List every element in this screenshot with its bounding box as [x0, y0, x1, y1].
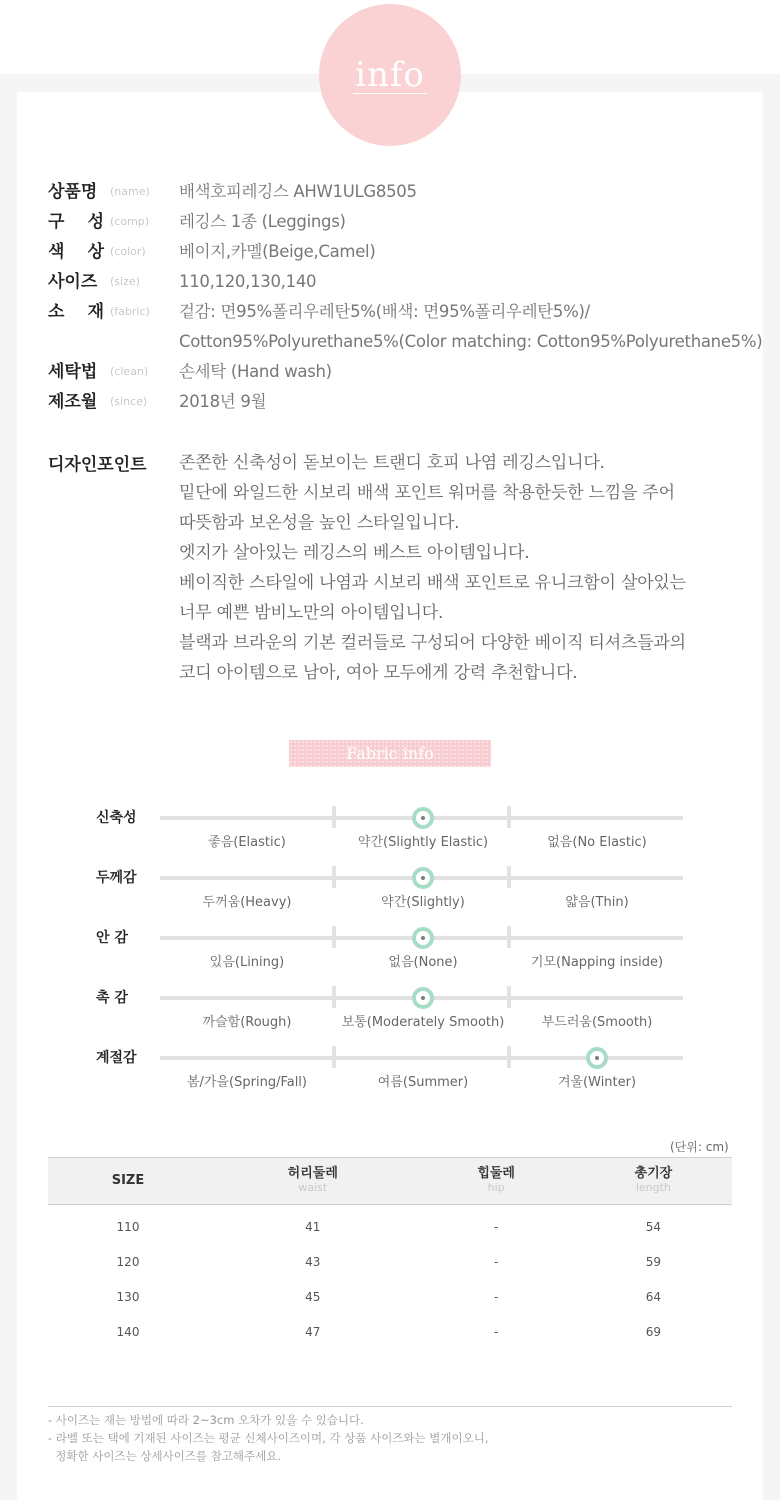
fabric-indicator [412, 867, 434, 889]
cell: 130 [116, 1289, 140, 1304]
header-ko: 허리둘레 [287, 1166, 338, 1181]
fabric-tick [332, 1046, 336, 1068]
fabric-option: 약간(Slightly) [381, 895, 465, 910]
info-label-en: (comp) [110, 215, 150, 228]
size-notes [48, 1411, 488, 1465]
info-label: 상품명 [48, 182, 98, 202]
design-line: 밑단에 와일드한 시보리 배색 포인트 워머를 착용한듯한 느낌을 주어 [179, 483, 675, 503]
table-row [48, 1205, 732, 1245]
design-line: 따뜻함과 보온성을 높인 스타일입니다. [179, 513, 460, 533]
info-value: 배색호피레깅스 AHW1ULG8505 [179, 182, 417, 201]
header-waist [208, 1158, 418, 1205]
fabric-row-lining [0, 930, 780, 976]
info-label-en: (color) [110, 245, 146, 258]
info-label-en: (size) [110, 275, 140, 288]
fabric-label: 신축성 [96, 810, 137, 826]
info-label [48, 297, 104, 327]
fabric-label: 계절감 [96, 1050, 137, 1066]
header-length [575, 1158, 732, 1205]
fabric-option: 보통(Moderately Smooth) [341, 1015, 505, 1030]
table-row [48, 1314, 732, 1349]
info-label-en: (fabric) [110, 305, 150, 318]
fabric-tick [507, 866, 511, 888]
info-badge-label: info [355, 55, 425, 95]
fabric-tick [507, 806, 511, 828]
info-value: 레깅스 1종 (Leggings) [179, 212, 346, 231]
fabric-tick [507, 986, 511, 1008]
fabric-option: 없음(None) [388, 955, 458, 970]
table-row [48, 1279, 732, 1314]
info-label-char: 성 [87, 212, 104, 232]
fabric-option: 여름(Summer) [377, 1075, 469, 1090]
cell: 47 [305, 1324, 321, 1339]
info-value: 베이지,카멜(Beige,Camel) [179, 242, 376, 261]
cell: 69 [645, 1324, 662, 1339]
fabric-option: 얇음(Thin) [565, 895, 629, 910]
cell: - [493, 1219, 499, 1234]
info-value: 110,120,130,140 [179, 272, 317, 291]
header-en: length [635, 1181, 671, 1194]
cell: 41 [305, 1219, 321, 1234]
header-hip [418, 1158, 575, 1205]
cell: 110 [116, 1219, 140, 1234]
note-line: 정확한 사이즈는 상세사이즈를 참고해주세요. [48, 1449, 282, 1463]
fabric-tick [332, 926, 336, 948]
info-value: Cotton95%Polyurethane5%(Color matching: Cotton95%Polyurethane5%) [179, 332, 763, 351]
fabric-indicator [412, 987, 434, 1009]
fabric-tick [332, 986, 336, 1008]
fabric-tick [332, 866, 336, 888]
cell: 64 [645, 1289, 662, 1304]
fabric-info-title: Fabric info [289, 740, 491, 767]
design-line: 코디 아이템으로 남아, 여아 모두에게 강력 추천합니다. [179, 663, 578, 683]
info-label-char: 재 [87, 302, 104, 322]
fabric-tick [507, 926, 511, 948]
table-row [48, 1244, 732, 1279]
info-label-char: 색 [48, 242, 65, 262]
info-label: 세탁법 [48, 362, 98, 382]
header-ko: SIZE [111, 1173, 145, 1188]
size-table-header [48, 1158, 732, 1205]
size-table [48, 1157, 732, 1349]
fabric-indicator [412, 807, 434, 829]
design-point-label: 디자인포인트 [48, 455, 147, 475]
cell: - [493, 1254, 499, 1269]
design-line: 너무 예쁜 밤비노만의 아이템입니다. [179, 603, 444, 623]
info-value: 손세탁 (Hand wash) [179, 362, 332, 381]
info-label [48, 237, 104, 267]
header-en: hip [487, 1181, 505, 1194]
fabric-option: 봄/가을(Spring/Fall) [186, 1075, 308, 1090]
info-value: 2018년 9월 [179, 392, 267, 411]
design-line: 존쫀한 신축성이 돋보이는 트랜디 호피 나염 레깅스입니다. [179, 453, 605, 473]
cell: 59 [645, 1254, 662, 1269]
notes-divider [48, 1406, 732, 1407]
fabric-option: 있음(Lining) [209, 955, 285, 970]
fabric-option: 없음(No Elastic) [547, 835, 647, 850]
fabric-indicator [586, 1047, 608, 1069]
header-en: waist [298, 1181, 328, 1194]
note-line: - 라벨 또는 택에 기재된 사이즈는 평균 신체사이즈이며, 각 상품 사이즈와는 별개이오니, [48, 1431, 489, 1445]
cell: 120 [116, 1254, 140, 1269]
info-label: 사이즈 [48, 272, 98, 292]
header-ko: 총기장 [634, 1166, 673, 1181]
fabric-row-season [0, 1050, 780, 1096]
info-label-en: (clean) [110, 365, 149, 378]
info-label-char: 구 [48, 212, 65, 232]
design-line: 엣지가 살아있는 레깅스의 베스트 아이템입니다. [179, 543, 530, 563]
info-label: 제조월 [48, 392, 98, 412]
info-label-char: 소 [48, 302, 65, 322]
cell: - [493, 1289, 499, 1304]
fabric-tick [507, 1046, 511, 1068]
fabric-option: 까슬함(Rough) [202, 1015, 292, 1030]
unit-label: (단위: cm) [670, 1140, 729, 1154]
fabric-row-elasticity [0, 810, 780, 856]
fabric-option: 두꺼움(Heavy) [202, 895, 292, 910]
info-value: 겉감: 면95%폴리우레탄5%(배색: 면95%폴리우레탄5%)/ [179, 302, 590, 321]
info-label [48, 207, 104, 237]
fabric-tick [332, 806, 336, 828]
fabric-label: 두께감 [96, 870, 137, 886]
cell: 43 [305, 1254, 321, 1269]
info-label-en: (name) [110, 185, 150, 198]
design-point-text [179, 448, 686, 688]
design-line: 블랙과 브라운의 기본 컬러들로 구성되어 다양한 베이직 티셔츠들과의 [179, 633, 686, 653]
note-line: - 사이즈는 재는 방법에 따라 2~3cm 오차가 있을 수 있습니다. [48, 1413, 364, 1427]
fabric-option: 겨울(Winter) [557, 1075, 637, 1090]
fabric-option: 약간(Slightly Elastic) [357, 835, 489, 850]
fabric-row-thickness [0, 870, 780, 916]
cell: 140 [116, 1324, 140, 1339]
cell: - [493, 1324, 499, 1339]
cell: 54 [645, 1219, 662, 1234]
cell: 45 [305, 1289, 321, 1304]
fabric-label: 안 감 [96, 930, 128, 946]
fabric-label: 촉 감 [96, 990, 128, 1006]
header-ko: 힙둘레 [477, 1166, 515, 1181]
header-size [48, 1158, 208, 1205]
info-label-en: (since) [110, 395, 148, 408]
info-badge [319, 4, 461, 146]
fabric-option: 좋음(Elastic) [208, 835, 286, 850]
fabric-row-touch [0, 990, 780, 1036]
design-line: 베이직한 스타일에 나염과 시보리 배색 포인트로 유니크함이 살아있는 [179, 573, 686, 593]
info-label-char: 상 [87, 242, 104, 262]
fabric-indicator [412, 927, 434, 949]
fabric-option: 부드러움(Smooth) [541, 1015, 653, 1030]
fabric-option: 기모(Napping inside) [530, 955, 664, 970]
